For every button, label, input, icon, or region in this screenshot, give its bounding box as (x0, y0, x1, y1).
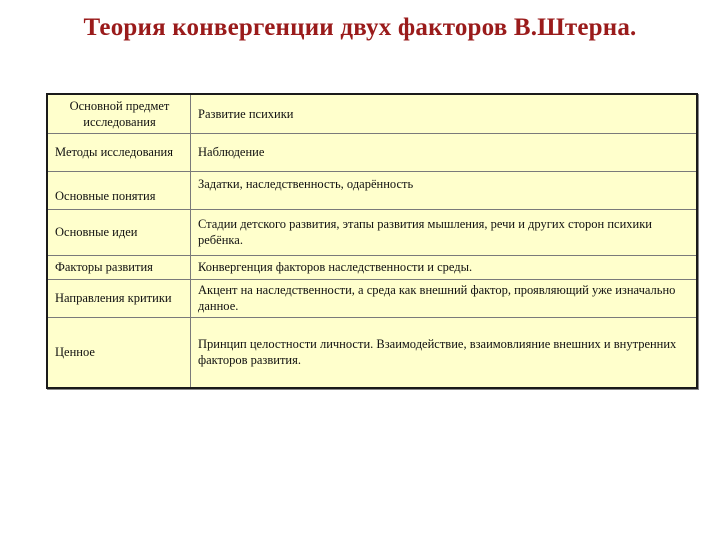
theory-table-grid (48, 95, 696, 387)
table-row-subject (48, 95, 696, 133)
slide-title: Теория конвергенции двух факторов В.Штерна. (83, 14, 637, 41)
theory-table (46, 93, 698, 389)
table-row-valuable (48, 317, 696, 387)
table-row-methods (48, 133, 696, 171)
row-label-methods: Методы исследования (48, 133, 191, 171)
table-row-ideas (48, 209, 696, 255)
row-value-methods: Наблюдение (191, 133, 697, 171)
row-value-factors: Конвергенция факторов наследственности и среды. (191, 255, 697, 279)
row-value-criticism: Акцент на наследственности, а среда как внешний фактор, проявляющий уже изначально данное. (191, 279, 697, 317)
row-value-ideas: Стадии детского развития, этапы развития мышления, речи и других сторон психики ребёнка. (191, 209, 697, 255)
table-row-factors (48, 255, 696, 279)
row-value-subject: Развитие психики (191, 95, 697, 133)
row-label-criticism: Направления критики (48, 279, 191, 317)
table-row-concepts (48, 171, 696, 209)
row-label-ideas: Основные идеи (48, 209, 191, 255)
row-label-factors: Факторы развития (48, 255, 191, 279)
row-value-concepts: Задатки, наследственность, одарённость (191, 171, 697, 209)
table-row-criticism (48, 279, 696, 317)
row-label-subject: Основной предмет исследования (48, 95, 191, 133)
row-label-concepts: Основные понятия (48, 171, 191, 209)
row-value-valuable: Принцип целостности личности. Взаимодействие, взаимовлияние внешних и внутренних факторов развития. (191, 317, 697, 387)
row-label-valuable: Ценное (48, 317, 191, 387)
